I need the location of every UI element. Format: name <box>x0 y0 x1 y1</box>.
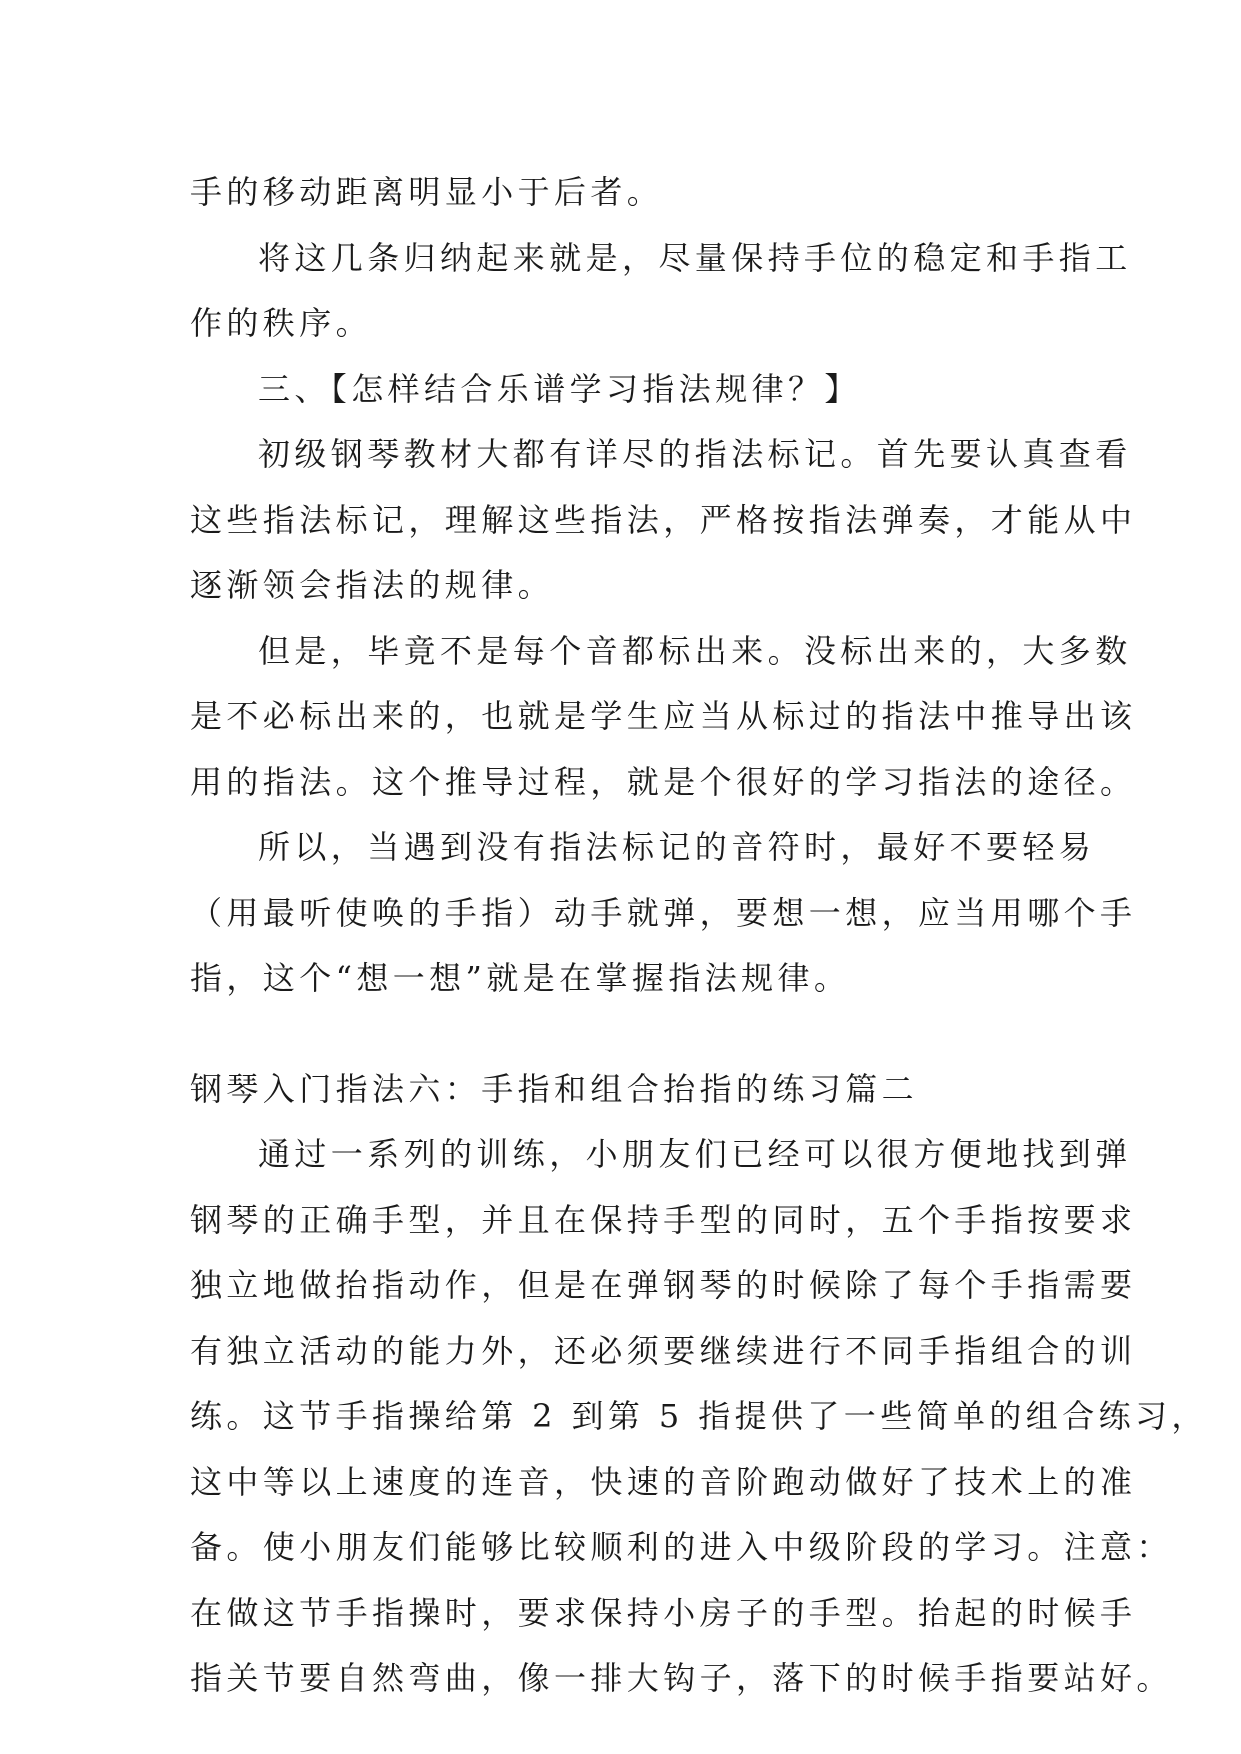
section-heading: 三、【怎样结合乐谱学习指法规律？】 <box>258 369 861 408</box>
document-body <box>190 160 1208 1712</box>
text-line: 作的秩序。 <box>190 304 373 342</box>
text-line: 指，这个“想一想”就是在掌握指法规律。 <box>190 959 851 997</box>
section-2 <box>190 1057 1208 1712</box>
text-line: 是不必标出来的，也就是学生应当从标过的指法中推导出该 <box>190 697 1137 735</box>
text-line: （用最听使唤的手指）动手就弹，要想一想，应当用哪个手 <box>190 893 1137 932</box>
text-line: 练。这节手指操给第 2 到第 5 指提供了一些简单的组合练习， <box>190 1397 1208 1435</box>
text-line: 手的移动距离明显小于后者。 <box>190 173 664 211</box>
text-line: 将这几条归纳起来就是，尽量保持手位的稳定和手指工 <box>258 238 1132 277</box>
text-line: 初级钢琴教材大都有详尽的指法标记。首先要认真查看 <box>258 435 1132 473</box>
text-line: 指关节要自然弯曲，像一排大钩子，落下的时候手指要站好。 <box>190 1659 1173 1697</box>
text-line: 用的指法。这个推导过程，就是个很好的学习指法的途径。 <box>190 762 1137 801</box>
text-line: 备。使小朋友们能够比较顺利的进入中级阶段的学习。注意： <box>190 1528 1173 1566</box>
section-1 <box>190 160 1137 1012</box>
article-title: 钢琴入门指法六：手指和组合抬指的练习篇二 <box>190 1069 919 1108</box>
text-line: 逐渐领会指法的规律。 <box>190 566 555 604</box>
text-line: 钢琴的正确手型，并且在保持手型的同时，五个手指按要求 <box>190 1200 1137 1239</box>
text-line: 在做这节手指操时，要求保持小房子的手型。抬起的时候手 <box>190 1593 1137 1632</box>
text-line: 这中等以上速度的连音，快速的音阶跑动做好了技术上的准 <box>190 1462 1137 1501</box>
text-line: 有独立活动的能力外，还必须要继续进行不同手指组合的训 <box>190 1331 1137 1370</box>
text-line: 独立地做抬指动作，但是在弹钢琴的时候除了每个手指需要 <box>190 1266 1137 1304</box>
text-line: 这些指法标记，理解这些指法，严格按指法弹奏，才能从中 <box>190 500 1137 539</box>
text-line: 通过一系列的训练，小朋友们已经可以很方便地找到弹 <box>258 1135 1132 1173</box>
text-line: 但是，毕竟不是每个音都标出来。没标出来的，大多数 <box>258 631 1132 670</box>
text-line: 所以，当遇到没有指法标记的音符时，最好不要轻易 <box>258 828 1096 866</box>
section-gap <box>190 1012 1060 1057</box>
